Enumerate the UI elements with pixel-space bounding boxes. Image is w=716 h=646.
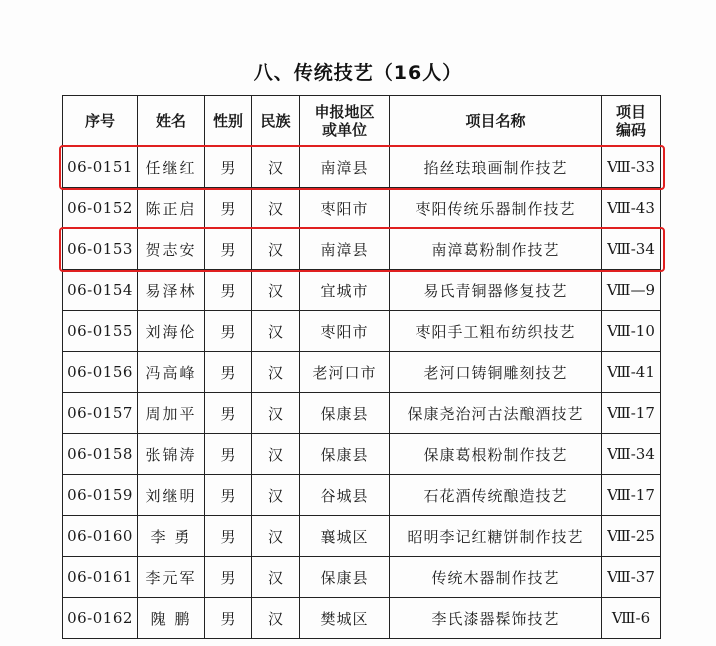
- cell-code: Ⅷ-25: [602, 516, 661, 557]
- cell-code: Ⅷ-37: [602, 557, 661, 598]
- table-row: [63, 311, 661, 352]
- cell-id: 06-0156: [63, 352, 138, 393]
- cell-ethnicity: 汉: [252, 434, 300, 475]
- cell-code: Ⅷ-10: [602, 311, 661, 352]
- header-region: [300, 96, 390, 147]
- cell-gender: 男: [205, 516, 252, 557]
- cell-ethnicity: 汉: [252, 557, 300, 598]
- cell-gender: 男: [205, 475, 252, 516]
- table-row: [63, 557, 661, 598]
- cell-project: 枣阳传统乐器制作技艺: [390, 188, 602, 229]
- cell-ethnicity: 汉: [252, 475, 300, 516]
- cell-id: 06-0158: [63, 434, 138, 475]
- inheritor-table: [62, 95, 661, 639]
- header-project: 项目名称: [390, 96, 602, 147]
- cell-name: 周加平: [138, 393, 205, 434]
- header-code: [602, 96, 661, 147]
- cell-project: 保康葛根粉制作技艺: [390, 434, 602, 475]
- cell-gender: 男: [205, 557, 252, 598]
- table-body: [63, 147, 661, 639]
- cell-id: 06-0161: [63, 557, 138, 598]
- cell-gender: 男: [205, 352, 252, 393]
- cell-ethnicity: 汉: [252, 147, 300, 188]
- cell-gender: 男: [205, 393, 252, 434]
- cell-id: 06-0152: [63, 188, 138, 229]
- cell-project: 南漳葛粉制作技艺: [390, 229, 602, 270]
- table-row: [63, 475, 661, 516]
- header-region-label: 申报地区或单位: [314, 103, 375, 139]
- section-title: 八、传统技艺（16人）: [253, 62, 463, 84]
- cell-name: 李元军: [138, 557, 205, 598]
- cell-ethnicity: 汉: [252, 188, 300, 229]
- cell-id: 06-0153: [63, 229, 138, 270]
- header-gender: 性别: [205, 96, 252, 147]
- cell-name: 陈正启: [138, 188, 205, 229]
- cell-project: 掐丝珐琅画制作技艺: [390, 147, 602, 188]
- cell-region: 保康县: [300, 393, 390, 434]
- cell-gender: 男: [205, 598, 252, 639]
- cell-name: 刘继明: [138, 475, 205, 516]
- cell-gender: 男: [205, 434, 252, 475]
- table-row: [63, 270, 661, 311]
- cell-gender: 男: [205, 147, 252, 188]
- cell-project: 传统木器制作技艺: [390, 557, 602, 598]
- cell-id: 06-0151: [63, 147, 138, 188]
- cell-name: 贺志安: [138, 229, 205, 270]
- cell-project: 保康尧治河古法酿酒技艺: [390, 393, 602, 434]
- cell-gender: 男: [205, 188, 252, 229]
- cell-code: Ⅷ—9: [602, 270, 661, 311]
- cell-region: 保康县: [300, 434, 390, 475]
- cell-name: 刘海伦: [138, 311, 205, 352]
- cell-ethnicity: 汉: [252, 516, 300, 557]
- table-header-row: [63, 96, 661, 147]
- cell-region: 宜城市: [300, 270, 390, 311]
- cell-region: 谷城县: [300, 475, 390, 516]
- header-name: 姓名: [138, 96, 205, 147]
- cell-code: Ⅷ-6: [602, 598, 661, 639]
- cell-gender: 男: [205, 270, 252, 311]
- table-row: [63, 434, 661, 475]
- cell-ethnicity: 汉: [252, 393, 300, 434]
- cell-ethnicity: 汉: [252, 352, 300, 393]
- cell-region: 老河口市: [300, 352, 390, 393]
- cell-id: 06-0162: [63, 598, 138, 639]
- header-id: 序号: [63, 96, 138, 147]
- cell-region: 枣阳市: [300, 188, 390, 229]
- cell-project: 石花酒传统酿造技艺: [390, 475, 602, 516]
- table-row: [63, 147, 661, 188]
- table-row: [63, 393, 661, 434]
- cell-name: 易泽林: [138, 270, 205, 311]
- cell-region: 南漳县: [300, 147, 390, 188]
- table-row: [63, 516, 661, 557]
- cell-id: 06-0157: [63, 393, 138, 434]
- table-row: [63, 352, 661, 393]
- table-row: [63, 188, 661, 229]
- cell-code: Ⅷ-34: [602, 229, 661, 270]
- cell-code: Ⅷ-33: [602, 147, 661, 188]
- cell-project: 昭明李记红糖饼制作技艺: [390, 516, 602, 557]
- cell-project: 李氏漆器髹饰技艺: [390, 598, 602, 639]
- cell-region: 南漳县: [300, 229, 390, 270]
- cell-name: 任继红: [138, 147, 205, 188]
- cell-id: 06-0159: [63, 475, 138, 516]
- cell-gender: 男: [205, 229, 252, 270]
- cell-gender: 男: [205, 311, 252, 352]
- cell-ethnicity: 汉: [252, 270, 300, 311]
- cell-code: Ⅷ-34: [602, 434, 661, 475]
- cell-project: 老河口铸铜雕刻技艺: [390, 352, 602, 393]
- cell-ethnicity: 汉: [252, 229, 300, 270]
- cell-code: Ⅷ-17: [602, 393, 661, 434]
- cell-id: 06-0154: [63, 270, 138, 311]
- cell-name: 张锦涛: [138, 434, 205, 475]
- cell-region: 樊城区: [300, 598, 390, 639]
- cell-region: 保康县: [300, 557, 390, 598]
- cell-code: Ⅷ-41: [602, 352, 661, 393]
- cell-project: 易氏青铜器修复技艺: [390, 270, 602, 311]
- table-row: [63, 229, 661, 270]
- cell-ethnicity: 汉: [252, 598, 300, 639]
- header-ethnicity: 民族: [252, 96, 300, 147]
- header-code-label: 项目编码: [615, 103, 646, 139]
- cell-project: 枣阳手工粗布纺织技艺: [390, 311, 602, 352]
- cell-code: Ⅷ-43: [602, 188, 661, 229]
- cell-ethnicity: 汉: [252, 311, 300, 352]
- cell-name: 冯高峰: [138, 352, 205, 393]
- cell-id: 06-0160: [63, 516, 138, 557]
- cell-id: 06-0155: [63, 311, 138, 352]
- cell-code: Ⅷ-17: [602, 475, 661, 516]
- table-row: [63, 598, 661, 639]
- cell-region: 襄城区: [300, 516, 390, 557]
- cell-name: 隗 鹏: [138, 598, 205, 639]
- cell-name: 李 勇: [138, 516, 205, 557]
- cell-region: 枣阳市: [300, 311, 390, 352]
